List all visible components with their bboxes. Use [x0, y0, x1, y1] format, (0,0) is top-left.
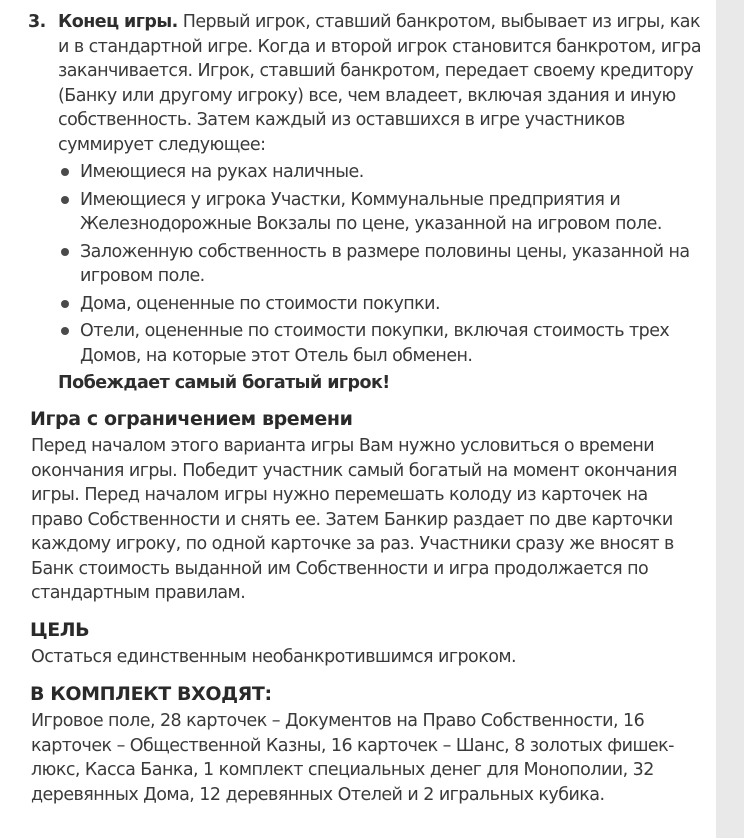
timed-game-heading: Игра с ограничением времени — [30, 407, 353, 430]
contents-text: Игровое поле, 28 карточек – Документов на Право Собственности, 16 карточек – Общественной Казны, 16 карточек – Шанс, 8 золотых фишек-люкс, Касса Банка, 1 комплект специальных денег для Монополии, 32 деревянных Дома, 12 деревянных Отелей и 2 игральных кубика. — [31, 711, 674, 805]
rule-number: 3. — [28, 12, 46, 32]
list-item: Дома, оцененные по стоимости покупки. — [80, 292, 702, 317]
contents-heading: В КОМПЛЕКТ ВХОДЯТ: — [30, 682, 272, 705]
rule-title: Конец игры. — [58, 12, 178, 32]
tally-list — [0, 160, 716, 368]
goal-heading: ЦЕЛЬ — [30, 618, 90, 641]
rule-text: Первый игрок, ставший банкротом, выбывает из игры, как и в стандартной игре. Когда и второй игрок становится банкротом, игра заканчивается. Игрок, ставший банкротом, передает своему кредитору (Банку или другому игроку) все, чем владеет, включая здания и иную собственность. Затем каждый из оставшихся в игре участников суммирует следующее: — [58, 12, 702, 155]
list-item: Отели, оцененные по стоимости покупки, включая стоимость трех Домов, на которые этот Отель был обменен. — [80, 319, 702, 368]
list-item: Имеющиеся на руках наличные. — [80, 160, 702, 185]
timed-game-text: Перед началом этого варианта игры Вам нужно условиться о времени окончания игры. Победит участник самый богатый на момент окончания игры. Перед началом игры нужно перемешать колоду из карточек на право Собственности и снять ее. Затем Банкир раздает по две карточки каждому игроку, по одной карточке за раз. Участники сразу же вносят в Банк стоимость выданной им Собственности и игра продолжается по стандартным правилам. — [31, 436, 677, 603]
list-item: Имеющиеся у игрока Участки, Коммунальные предприятия и Железнодорожные Вокзалы по цене, указанной на игровом поле. — [80, 188, 702, 237]
list-item: Заложенную собственность в размере половины цены, указанной на игровом поле. — [80, 240, 702, 289]
goal-text: Остаться единственным необанкротившимся игроком. — [31, 647, 517, 667]
rule-end-of-game — [0, 10, 716, 157]
winner-statement: Побеждает самый богатый игрок! — [58, 373, 390, 393]
rules-text — [0, 10, 716, 807]
